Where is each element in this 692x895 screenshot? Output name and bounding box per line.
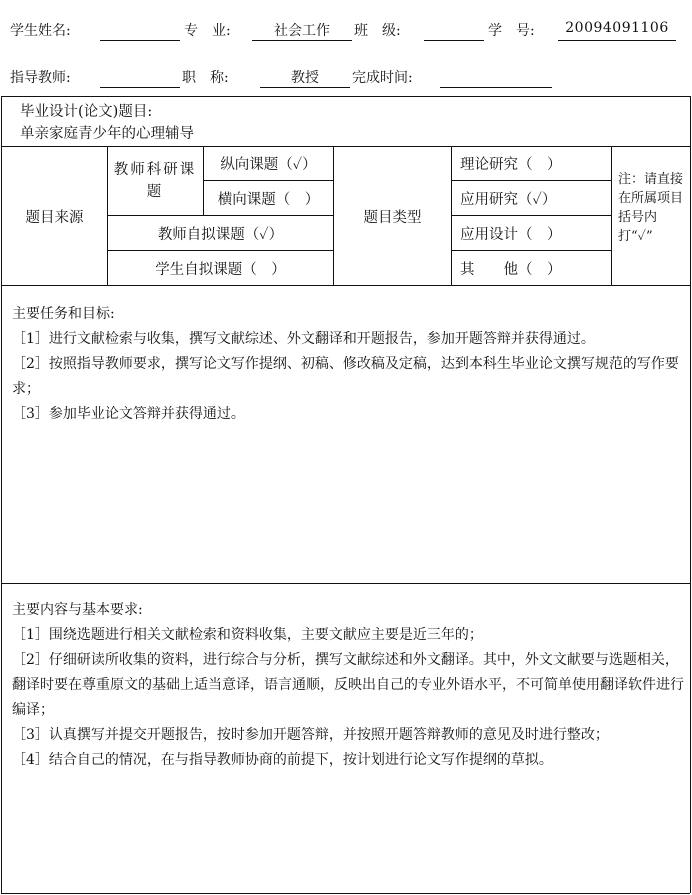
advisor-underline	[100, 87, 180, 88]
major-label: 专 业:	[184, 23, 231, 39]
source-grid-v5	[611, 146, 612, 285]
project-type-label: 题目类型	[363, 209, 422, 226]
task-item-2: ［2］按照指导教师要求，撰写论文写作提纲、初稿、修改稿及定稿，达到本科生毕业论文撰写规范的写作要求；	[12, 356, 679, 397]
student-id-label: 学 号:	[488, 23, 535, 39]
student-name-label: 学生姓名:	[10, 23, 71, 39]
student-name-underline	[100, 40, 180, 41]
thesis-title-label: 毕业设计(论文)题目:	[20, 104, 153, 120]
student-own-project-option[interactable]: 学生自拟课题（ ）	[155, 261, 286, 278]
table-right-border	[690, 96, 691, 893]
content-item-3: ［3］认真撰写并提交开题报告，按时参加开题答辩，并按照开题答辩教师的意见及时进行整改；	[12, 727, 609, 743]
tasks-heading: 主要任务和目标:	[12, 306, 115, 322]
table-top-border	[1, 96, 690, 97]
source-grid-h4	[451, 180, 611, 181]
thesis-title-value[interactable]: 单亲家庭青少年的心理辅导	[20, 126, 194, 142]
title-rank-value[interactable]: 教授	[291, 70, 319, 86]
other-type-option[interactable]: 其 他（ ）	[460, 262, 562, 278]
class-underline	[424, 40, 484, 41]
horizontal-project-option[interactable]: 横向课题（ ）	[217, 191, 320, 208]
teacher-research-label: 教师科研课 题	[113, 162, 230, 200]
vertical-project-option[interactable]: 纵向课题（✓）	[220, 157, 317, 173]
completion-time-label: 完成时间:	[352, 70, 413, 86]
class-label: 班 级:	[354, 23, 401, 39]
student-id-underline	[558, 40, 676, 41]
source-grid-h5	[451, 215, 611, 216]
tasks-section	[12, 302, 684, 427]
advisor-label: 指导教师:	[10, 70, 71, 86]
table-row-separator-2	[1, 285, 690, 286]
teacher-own-project-option[interactable]: 教师自拟课题（✓）	[157, 226, 284, 243]
theory-research-option[interactable]: 理论研究（ ）	[460, 157, 562, 173]
task-item-3: ［3］参加毕业论文答辩并获得通过。	[12, 406, 245, 422]
content-item-1: ［1］围绕选题进行相关文献检索和资料收集，主要文献应主要是近三年的；	[12, 627, 483, 643]
completion-time-underline	[440, 87, 552, 88]
title-rank-underline	[260, 87, 350, 88]
content-item-4: ［4］结合自己的情况，在与指导教师协商的前提下，按计划进行论文写作提纲的草拟。	[12, 752, 553, 768]
major-underline	[252, 40, 352, 41]
source-grid-h6	[451, 250, 611, 251]
table-bottom-border	[1, 893, 690, 894]
content-section	[12, 598, 684, 773]
applied-design-option[interactable]: 应用设计（ ）	[460, 227, 562, 243]
applied-research-option[interactable]: 应用研究（✓）	[460, 192, 557, 208]
student-id-value[interactable]: 20094091106	[565, 20, 669, 36]
source-note: 注：请直接在所属项目括号内打“✓”	[618, 172, 684, 244]
title-rank-label: 职 称:	[182, 70, 229, 86]
task-item-1: ［1］进行文献检索与收集，撰写文献综述、外文翻译和开题报告，参加开题答辩并获得通过。	[12, 331, 595, 347]
content-heading: 主要内容与基本要求:	[12, 602, 143, 618]
source-label: 题目来源	[25, 209, 84, 226]
major-value[interactable]: 社会工作	[274, 23, 330, 39]
content-item-2: ［2］仔细研读所收集的资料，进行综合与分析，撰写文献综述和外文翻译。其中，外文文献要与选题相关，翻译时要在尊重原文的基础上适当意译，语言通顺，反映出自己的专业外语水平，不可简单使用翻译软件进行编译；	[12, 652, 684, 718]
table-row-separator-3	[1, 583, 690, 584]
